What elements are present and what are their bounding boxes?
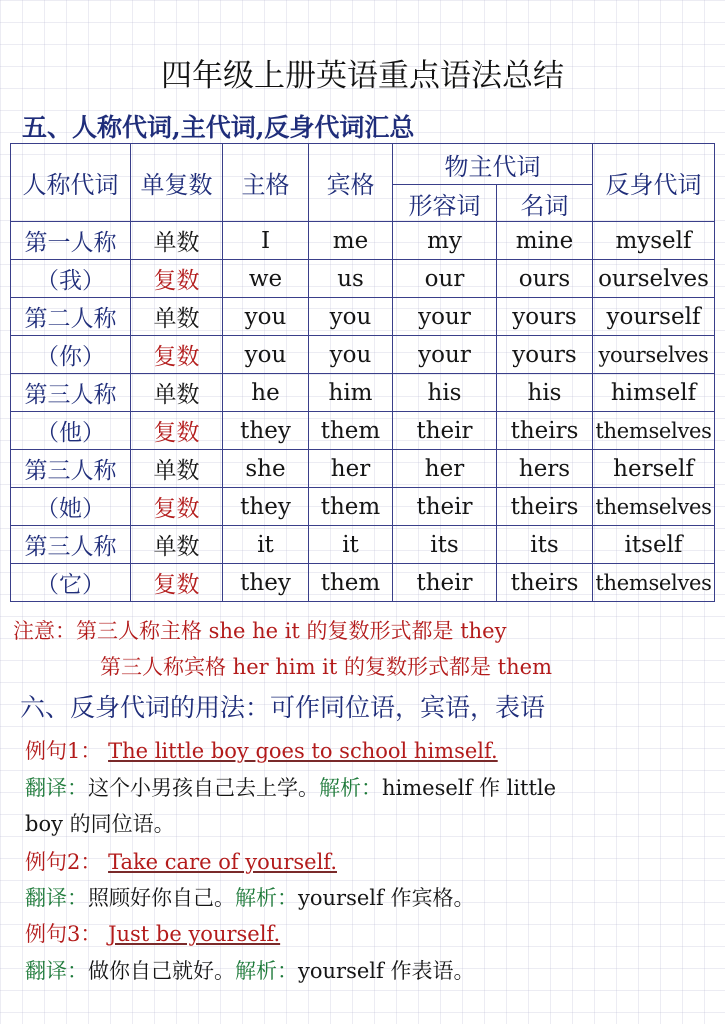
table-cell: yourselves [593, 336, 715, 374]
person-sub-label: （他） [11, 412, 131, 450]
table-cell: we [223, 260, 309, 298]
number-label: 复数 [131, 336, 223, 374]
header-person: 人称代词 [11, 144, 131, 222]
table-cell: yourself [593, 298, 715, 336]
table-cell: her [393, 450, 497, 488]
table-cell: it [223, 526, 309, 564]
person-sub-label: （我） [11, 260, 131, 298]
note-line-2: 第三人称宾格 her him it 的复数形式都是 them [100, 655, 552, 679]
analysis-label: 解析： [235, 886, 298, 910]
table-cell: your [393, 336, 497, 374]
table-cell: them [309, 564, 393, 602]
translation-text: 做你自己就好。 [88, 959, 235, 983]
table-cell: you [309, 336, 393, 374]
person-label: 第三人称 [11, 374, 131, 412]
analysis-text: yourself 作表语。 [298, 959, 475, 983]
analysis-label: 解析： [319, 776, 382, 800]
table-cell: our [393, 260, 497, 298]
table-cell: mine [497, 222, 593, 260]
number-label: 复数 [131, 412, 223, 450]
header-subject: 主格 [223, 144, 309, 222]
person-sub-label: （它） [11, 564, 131, 602]
header-number: 单复数 [131, 144, 223, 222]
table-cell: theirs [497, 412, 593, 450]
person-label: 第二人称 [11, 298, 131, 336]
translation-text: 照顾好你自己。 [88, 886, 235, 910]
table-cell: ours [497, 260, 593, 298]
table-row [11, 260, 715, 298]
table-row [11, 564, 715, 602]
table-row [11, 488, 715, 526]
table-cell: hers [497, 450, 593, 488]
table-cell: myself [593, 222, 715, 260]
person-label: 第三人称 [11, 450, 131, 488]
table-cell: theirs [497, 488, 593, 526]
note-line-1: 注意：第三人称主格 she he it 的复数形式都是 they [13, 619, 507, 643]
table-cell: you [223, 298, 309, 336]
table-cell: my [393, 222, 497, 260]
table-cell: themselves [593, 564, 715, 602]
table-cell: itself [593, 526, 715, 564]
table-cell: their [393, 488, 497, 526]
table-cell: yours [497, 336, 593, 374]
pronoun-table [10, 143, 715, 602]
number-label: 单数 [131, 222, 223, 260]
table-row [11, 526, 715, 564]
table-cell: they [223, 412, 309, 450]
header-noun: 名词 [497, 185, 593, 222]
table-cell: theirs [497, 564, 593, 602]
example-2 [25, 846, 337, 876]
table-cell: its [497, 526, 593, 564]
page-title: 四年级上册英语重点语法总结 [161, 58, 564, 94]
table-cell: I [223, 222, 309, 260]
table-row [11, 374, 715, 412]
table-cell: her [309, 450, 393, 488]
table-cell: him [309, 374, 393, 412]
example-sentence: Take care of yourself. [108, 850, 337, 874]
translation-label: 翻译： [25, 959, 88, 983]
example-sentence: Just be yourself. [108, 922, 281, 946]
example-3 [25, 918, 280, 948]
number-label: 单数 [131, 450, 223, 488]
person-sub-label: （她） [11, 488, 131, 526]
section-heading-6: 六、反身代词的用法：可作同位语，宾语，表语 [20, 693, 546, 722]
example-label: 例句1： [25, 739, 102, 763]
header-reflexive: 反身代词 [593, 144, 715, 222]
table-cell: their [393, 412, 497, 450]
header-adjective: 形容词 [393, 185, 497, 222]
table-cell: they [223, 564, 309, 602]
translation-text: 这个小男孩自己去上学。 [88, 776, 319, 800]
person-label: 第一人称 [11, 222, 131, 260]
table-row [11, 336, 715, 374]
table-cell: it [309, 526, 393, 564]
table-cell: them [309, 488, 393, 526]
table-row [11, 222, 715, 260]
table-cell: yours [497, 298, 593, 336]
table-cell: they [223, 488, 309, 526]
person-label: 第三人称 [11, 526, 131, 564]
table-row [11, 450, 715, 488]
translation-1 [25, 772, 556, 802]
section-heading-5: 五、人称代词,主代词,反身代词汇总 [22, 113, 415, 142]
analysis-text: yourself 作宾格。 [298, 886, 475, 910]
translation-3 [25, 955, 474, 985]
table-row [11, 298, 715, 336]
table-cell: he [223, 374, 309, 412]
header-object: 宾格 [309, 144, 393, 222]
table-cell: us [309, 260, 393, 298]
table-cell: himself [593, 374, 715, 412]
number-label: 单数 [131, 526, 223, 564]
table-cell: me [309, 222, 393, 260]
table-cell: his [497, 374, 593, 412]
header-possessive: 物主代词 [393, 144, 593, 185]
table-cell: them [309, 412, 393, 450]
example-1 [25, 735, 498, 765]
analysis-label: 解析： [235, 959, 298, 983]
translation-2 [25, 882, 474, 912]
table-cell: themselves [593, 412, 715, 450]
example-label: 例句3： [25, 922, 102, 946]
table-cell: his [393, 374, 497, 412]
table-cell: themselves [593, 488, 715, 526]
table-cell: herself [593, 450, 715, 488]
table-cell: she [223, 450, 309, 488]
translation-label: 翻译： [25, 776, 88, 800]
table-cell: you [223, 336, 309, 374]
example-label: 例句2： [25, 850, 102, 874]
table-cell: you [309, 298, 393, 336]
number-label: 单数 [131, 298, 223, 336]
person-sub-label: （你） [11, 336, 131, 374]
number-label: 复数 [131, 260, 223, 298]
number-label: 复数 [131, 488, 223, 526]
analysis-continuation: boy 的同位语。 [25, 812, 175, 836]
example-sentence: The little boy goes to school himself. [108, 739, 498, 763]
analysis-text: himeself 作 little [382, 776, 557, 800]
translation-label: 翻译： [25, 886, 88, 910]
table-cell: its [393, 526, 497, 564]
table-cell: their [393, 564, 497, 602]
number-label: 复数 [131, 564, 223, 602]
table-cell: ourselves [593, 260, 715, 298]
table-cell: your [393, 298, 497, 336]
number-label: 单数 [131, 374, 223, 412]
table-row [11, 412, 715, 450]
